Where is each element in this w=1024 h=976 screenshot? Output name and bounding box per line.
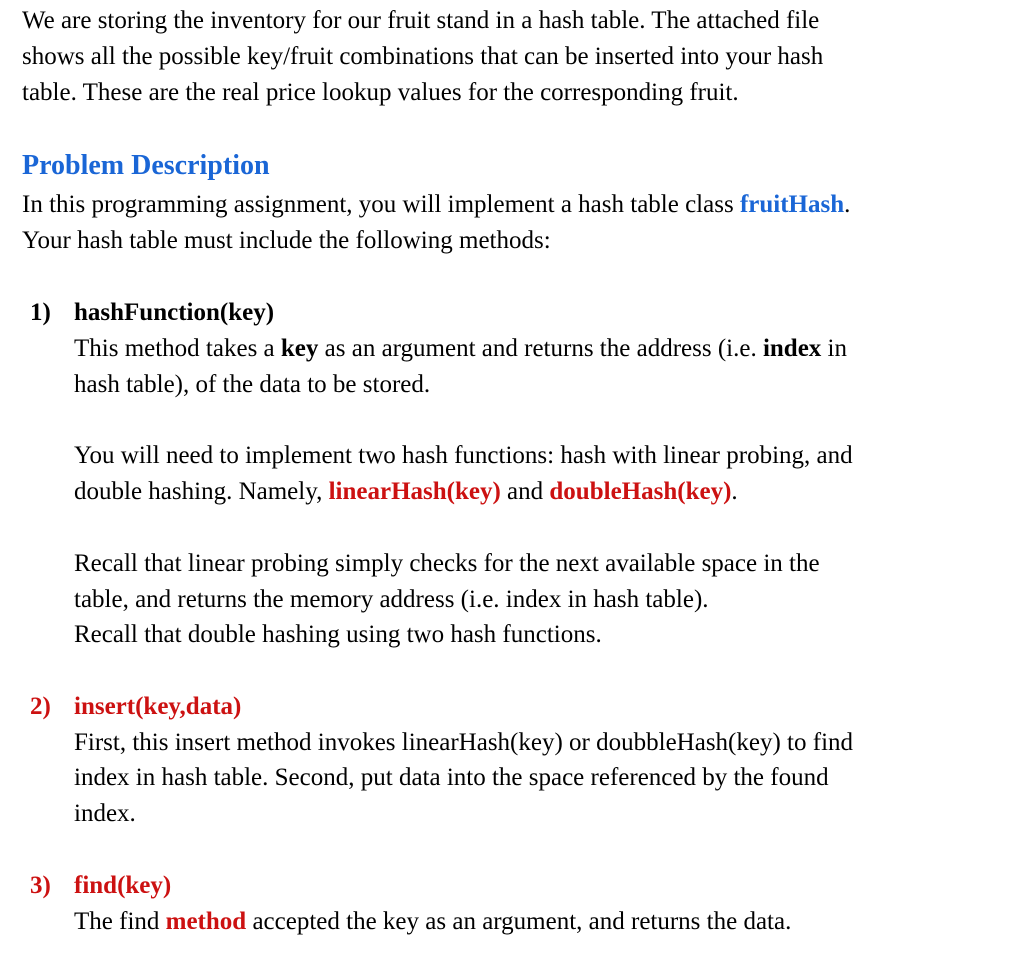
item-1-p2-text-c: . (731, 478, 738, 505)
item-2-line-2: index in hash table. Second, put data into the space referenced by the found (74, 764, 829, 791)
item-1-p2-line-2 (74, 477, 738, 507)
intro-line-3: table. These are the real price lookup values for the corresponding fruit. (22, 79, 739, 106)
problem-line-1-text: In this programming assignment, you will implement a hash table class (22, 191, 740, 218)
double-hash-term: doubleHash(key) (549, 478, 732, 505)
item-1-p2-text-b: and (500, 478, 550, 505)
item-1-p1-text-c: in (821, 335, 847, 362)
intro-line-2: shows all the possible key/fruit combinations that can be inserted into your hash (22, 43, 824, 70)
item-1-index-term: index (762, 335, 822, 362)
item-2-title: insert(key,data) (74, 693, 242, 720)
intro-line-1: We are storing the inventory for our fruit stand in a hash table. The attached file (22, 7, 820, 34)
item-1-p3-line-1: Recall that linear probing simply checks for the next available space in the (74, 550, 820, 577)
item-3-title: find(key) (74, 872, 172, 899)
item-3-text-b: accepted the key as an argument, and returns the data. (246, 908, 792, 935)
item-1-p1-line-1 (74, 334, 847, 364)
problem-line-2: Your hash table must include the following methods: (22, 227, 551, 254)
item-1-p2-text-a: double hashing. Namely, (74, 478, 329, 505)
item-3-line-1 (74, 907, 791, 937)
item-1-p1-text-b: as an argument and returns the address (i.e. (318, 335, 763, 362)
linear-hash-term: linearHash(key) (328, 478, 501, 505)
item-2-number: 2) (30, 693, 51, 720)
section-heading: Problem Description (22, 150, 270, 181)
method-term: method (165, 908, 247, 935)
item-3-number: 3) (30, 872, 51, 899)
item-1-p3-line-3: Recall that double hashing using two hash functions. (74, 621, 602, 648)
item-1-p3-line-2: table, and returns the memory address (i.e. index in hash table). (74, 586, 709, 613)
class-name: fruitHash (739, 191, 845, 218)
item-1-p1-text-a: This method takes a (74, 335, 281, 362)
item-1-p2-line-1: You will need to implement two hash functions: hash with linear probing, and (74, 442, 853, 469)
problem-line-1 (22, 190, 850, 220)
item-1-key-term: key (280, 335, 319, 362)
item-3-text-a: The find (74, 908, 166, 935)
item-1-title: hashFunction(key) (74, 299, 275, 326)
item-2-line-3: index. (74, 800, 136, 827)
problem-line-1-end: . (844, 191, 851, 218)
item-1-number: 1) (30, 299, 51, 326)
item-1-p1-line-2: hash table), of the data to be stored. (74, 371, 431, 398)
item-2-line-1: First, this insert method invokes linearHash(key) or doubbleHash(key) to find (74, 729, 854, 756)
